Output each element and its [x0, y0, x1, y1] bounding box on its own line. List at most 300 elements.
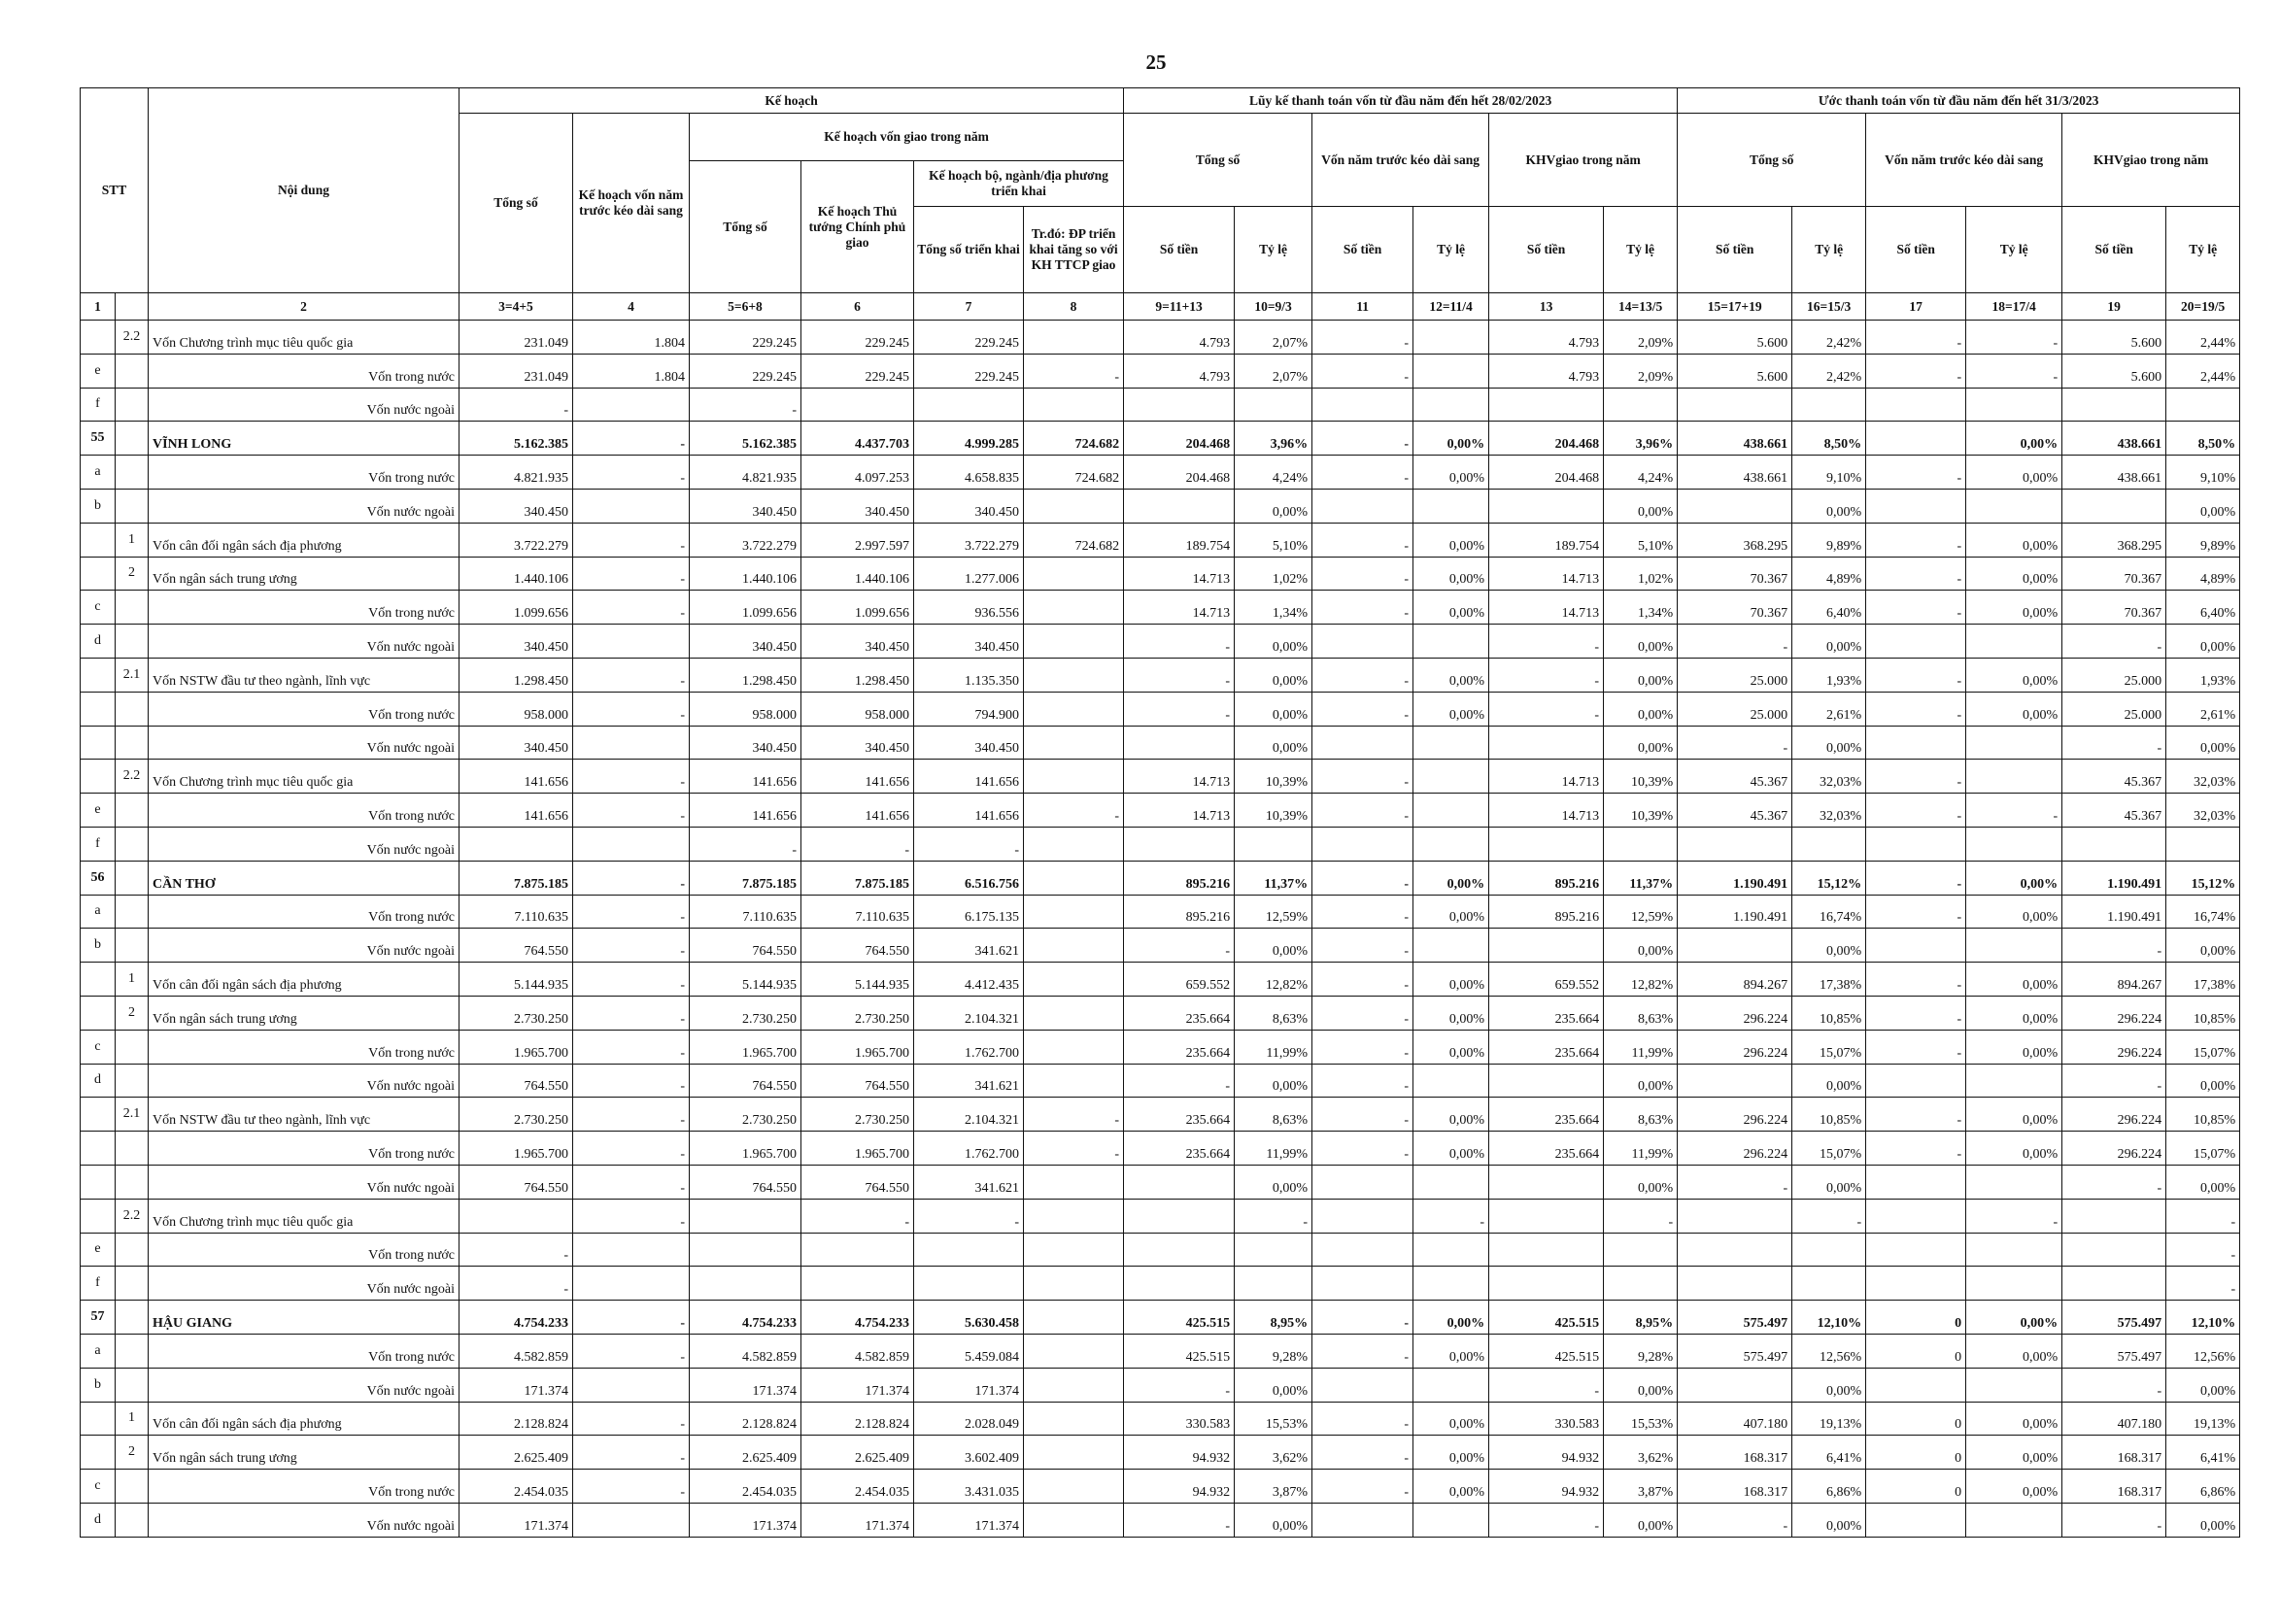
table-row [81, 794, 2240, 828]
value-cell: 2.454.035 [801, 1470, 914, 1504]
row-label: Vốn cân đối ngân sách địa phương [149, 1402, 459, 1436]
value-cell: 7.110.635 [801, 895, 914, 929]
value-cell [1413, 388, 1489, 422]
value-cell: 5.144.935 [801, 963, 914, 997]
value-cell: 0,00% [1235, 658, 1312, 692]
value-cell: 11,99% [1604, 1132, 1678, 1166]
value-cell: 0 [1866, 1334, 1966, 1368]
value-cell: 425.515 [1124, 1334, 1235, 1368]
value-cell: 14.713 [1489, 557, 1604, 591]
value-cell: - [1489, 692, 1604, 726]
table-row [81, 523, 2240, 557]
value-cell [573, 489, 690, 523]
value-cell: - [1866, 794, 1966, 828]
row-label: Vốn nước ngoài [149, 489, 459, 523]
value-cell: - [1312, 929, 1413, 963]
value-cell: 0,00% [1413, 1470, 1489, 1504]
index-cell: 20=19/5 [2166, 293, 2240, 321]
value-cell [914, 388, 1024, 422]
row-label: Vốn NSTW đầu tư theo ngành, lĩnh vực [149, 1098, 459, 1132]
value-cell: 15,53% [1604, 1402, 1678, 1436]
table-row [81, 827, 2240, 861]
value-cell: 9,10% [2166, 456, 2240, 490]
value-cell: 204.468 [1124, 422, 1235, 456]
value-cell [690, 1233, 801, 1267]
header-kh-bo-nganh: Kế hoạch bộ, ngành/địa phương triển khai [914, 161, 1124, 207]
row-sub-index [116, 1233, 149, 1267]
value-cell: 5.600 [1678, 321, 1792, 355]
value-cell: - [459, 1267, 573, 1301]
value-cell: 764.550 [690, 929, 801, 963]
row-label: Vốn cân đối ngân sách địa phương [149, 523, 459, 557]
value-cell: - [573, 1301, 690, 1335]
table-row [81, 388, 2240, 422]
table-row [81, 422, 2240, 456]
row-sub-index: 2.1 [116, 658, 149, 692]
value-cell: - [1866, 591, 1966, 625]
value-cell: 10,85% [2166, 996, 2240, 1030]
row-stt: 57 [81, 1301, 116, 1335]
value-cell: 296.224 [1678, 1030, 1792, 1064]
value-cell: 438.661 [2062, 422, 2166, 456]
value-cell: - [2166, 1233, 2240, 1267]
value-cell [2062, 388, 2166, 422]
value-cell: 14.713 [1124, 760, 1235, 794]
row-sub-index [116, 1301, 149, 1335]
value-cell [914, 1267, 1024, 1301]
value-cell: 2,42% [1792, 354, 1866, 388]
value-cell: 14.713 [1124, 794, 1235, 828]
value-cell: 5.600 [1678, 354, 1792, 388]
value-cell: - [1312, 1402, 1413, 1436]
value-cell: - [801, 827, 914, 861]
value-cell: - [1866, 523, 1966, 557]
value-cell [1678, 489, 1792, 523]
value-cell: 340.450 [690, 489, 801, 523]
row-label: Vốn nước ngoài [149, 625, 459, 659]
value-cell: - [573, 1334, 690, 1368]
value-cell: 5,10% [1604, 523, 1678, 557]
value-cell: 8,95% [1235, 1301, 1312, 1335]
value-cell: - [573, 760, 690, 794]
value-cell: - [1124, 692, 1235, 726]
table-row [81, 895, 2240, 929]
row-sub-index [116, 1132, 149, 1166]
value-cell: 1.965.700 [459, 1132, 573, 1166]
value-cell [1024, 1334, 1124, 1368]
value-cell: - [1312, 1334, 1413, 1368]
value-cell: 4.582.859 [459, 1334, 573, 1368]
row-label: Vốn trong nước [149, 1030, 459, 1064]
value-cell: 204.468 [1489, 422, 1604, 456]
value-cell: 2.128.824 [459, 1402, 573, 1436]
value-cell: 438.661 [1678, 422, 1792, 456]
value-cell [1792, 827, 1866, 861]
table-row [81, 1368, 2240, 1402]
value-cell: 1.135.350 [914, 658, 1024, 692]
value-cell: 7.875.185 [459, 861, 573, 895]
value-cell: 368.295 [1678, 523, 1792, 557]
index-cell: 4 [573, 293, 690, 321]
value-cell [1966, 388, 2062, 422]
row-sub-index [116, 1334, 149, 1368]
row-stt: a [81, 895, 116, 929]
value-cell: 1.190.491 [1678, 895, 1792, 929]
value-cell: 724.682 [1024, 456, 1124, 490]
value-cell: 45.367 [2062, 760, 2166, 794]
value-cell: - [1489, 1503, 1604, 1537]
value-cell: - [1024, 1132, 1124, 1166]
row-label: Vốn cân đối ngân sách địa phương [149, 963, 459, 997]
value-cell: 0,00% [1413, 523, 1489, 557]
value-cell: 5.144.935 [690, 963, 801, 997]
value-cell: 764.550 [459, 1165, 573, 1199]
value-cell: 2,07% [1235, 321, 1312, 355]
value-cell: 2.454.035 [459, 1470, 573, 1504]
row-stt [81, 523, 116, 557]
row-sub-index [116, 625, 149, 659]
value-cell: - [1678, 1165, 1792, 1199]
value-cell [1413, 827, 1489, 861]
value-cell: - [573, 1030, 690, 1064]
value-cell: 1,93% [2166, 658, 2240, 692]
value-cell: - [1966, 794, 2062, 828]
value-cell: 0 [1866, 1436, 1966, 1470]
value-cell: - [573, 1098, 690, 1132]
value-cell: 70.367 [1678, 591, 1792, 625]
value-cell: 171.374 [914, 1503, 1024, 1537]
value-cell: - [801, 1199, 914, 1233]
value-cell [573, 1503, 690, 1537]
row-sub-index [116, 1368, 149, 1402]
value-cell: 4,24% [1235, 456, 1312, 490]
value-cell: - [2062, 625, 2166, 659]
value-cell: - [1966, 354, 2062, 388]
value-cell: 3.722.279 [690, 523, 801, 557]
value-cell: 296.224 [2062, 1030, 2166, 1064]
value-cell [1489, 489, 1604, 523]
value-cell: 2.028.049 [914, 1402, 1024, 1436]
value-cell: - [914, 1199, 1024, 1233]
value-cell: 0,00% [2166, 929, 2240, 963]
value-cell [1024, 1267, 1124, 1301]
table-row [81, 861, 2240, 895]
row-label: Vốn nước ngoài [149, 1503, 459, 1537]
row-label: Vốn nước ngoài [149, 1368, 459, 1402]
value-cell: - [1312, 760, 1413, 794]
capital-disbursement-table [80, 87, 2240, 1538]
value-cell: 10,39% [1604, 794, 1678, 828]
value-cell: - [573, 1402, 690, 1436]
row-label: Vốn Chương trình mục tiêu quốc gia [149, 760, 459, 794]
value-cell: 45.367 [1678, 794, 1792, 828]
value-cell: 25.000 [2062, 658, 2166, 692]
row-sub-index: 2.1 [116, 1098, 149, 1132]
value-cell: - [573, 1470, 690, 1504]
column-index-row [81, 293, 2240, 321]
value-cell: - [573, 1199, 690, 1233]
value-cell: 4.097.253 [801, 456, 914, 490]
index-cell: 12=11/4 [1413, 293, 1489, 321]
table-row [81, 760, 2240, 794]
index-cell: 17 [1866, 293, 1966, 321]
value-cell: 0,00% [1604, 1503, 1678, 1537]
value-cell: 171.374 [459, 1368, 573, 1402]
value-cell: 0,00% [2166, 625, 2240, 659]
value-cell [1966, 1503, 2062, 1537]
value-cell: 168.317 [1678, 1470, 1792, 1504]
value-cell: 341.621 [914, 1165, 1024, 1199]
value-cell [1489, 726, 1604, 760]
value-cell [1024, 895, 1124, 929]
header-khv-giao-trong-nam: Kế hoạch vốn giao trong năm [690, 114, 1124, 161]
value-cell [1866, 489, 1966, 523]
value-cell: - [1124, 1064, 1235, 1098]
value-cell: - [573, 1436, 690, 1470]
value-cell [1312, 1199, 1413, 1233]
value-cell: 3,87% [1235, 1470, 1312, 1504]
value-cell: 0,00% [1235, 1064, 1312, 1098]
value-cell: 0,00% [1413, 1132, 1489, 1166]
value-cell: 9,89% [1792, 523, 1866, 557]
value-cell: 958.000 [459, 692, 573, 726]
header-ut-von-nam-truoc: Vốn năm trước kéo dài sang [1866, 114, 2062, 207]
table-body [81, 321, 2240, 1538]
value-cell: 330.583 [1124, 1402, 1235, 1436]
value-cell: 0,00% [1966, 1470, 2062, 1504]
value-cell: - [573, 557, 690, 591]
value-cell [1866, 1199, 1966, 1233]
value-cell: 1.190.491 [2062, 895, 2166, 929]
value-cell: 0,00% [1413, 692, 1489, 726]
row-stt: d [81, 1503, 116, 1537]
value-cell: 171.374 [690, 1503, 801, 1537]
value-cell: 2.104.321 [914, 1098, 1024, 1132]
value-cell: 895.216 [1124, 861, 1235, 895]
value-cell: 340.450 [914, 489, 1024, 523]
value-cell: 6,41% [1792, 1436, 1866, 1470]
value-cell [1966, 1368, 2062, 1402]
value-cell [1413, 321, 1489, 355]
row-stt: f [81, 1267, 116, 1301]
value-cell: - [1024, 354, 1124, 388]
value-cell: 340.450 [801, 489, 914, 523]
value-cell: 0,00% [1413, 1098, 1489, 1132]
header-khv-nam-truoc: Kế hoạch vốn năm trước kéo dài sang [573, 114, 690, 293]
value-cell: 0,00% [1413, 658, 1489, 692]
row-stt [81, 1132, 116, 1166]
value-cell [573, 1233, 690, 1267]
table-row [81, 929, 2240, 963]
value-cell: 5.600 [2062, 354, 2166, 388]
index-cell: 19 [2062, 293, 2166, 321]
value-cell: 0,00% [1413, 422, 1489, 456]
value-cell: 1.965.700 [690, 1030, 801, 1064]
value-cell: - [1312, 456, 1413, 490]
value-cell: 0,00% [1413, 895, 1489, 929]
value-cell: - [1312, 963, 1413, 997]
value-cell [1024, 1165, 1124, 1199]
row-sub-index: 2.2 [116, 321, 149, 355]
value-cell: - [1866, 895, 1966, 929]
table-row [81, 1165, 2240, 1199]
value-cell: 2.730.250 [690, 1098, 801, 1132]
value-cell [573, 1267, 690, 1301]
row-label: Vốn trong nước [149, 1132, 459, 1166]
table-row [81, 625, 2240, 659]
value-cell: 4.754.233 [801, 1301, 914, 1335]
value-cell: - [1312, 422, 1413, 456]
value-cell: 25.000 [2062, 692, 2166, 726]
value-cell [1024, 929, 1124, 963]
value-cell: 4,89% [2166, 557, 2240, 591]
value-cell: 5.144.935 [459, 963, 573, 997]
value-cell: 204.468 [1124, 456, 1235, 490]
row-sub-index [116, 1165, 149, 1199]
value-cell [1024, 692, 1124, 726]
value-cell: - [1678, 625, 1792, 659]
value-cell: 7.875.185 [801, 861, 914, 895]
value-cell: 3,87% [1604, 1470, 1678, 1504]
value-cell: - [1312, 1132, 1413, 1166]
value-cell: - [690, 388, 801, 422]
value-cell: 1.298.450 [690, 658, 801, 692]
value-cell: 1,34% [1235, 591, 1312, 625]
row-stt: 55 [81, 422, 116, 456]
value-cell: 0,00% [1966, 523, 2062, 557]
value-cell: 895.216 [1124, 895, 1235, 929]
value-cell: 70.367 [2062, 591, 2166, 625]
value-cell: - [573, 692, 690, 726]
value-cell [1866, 1368, 1966, 1402]
value-cell: 4.582.859 [690, 1334, 801, 1368]
value-cell: 575.497 [2062, 1334, 2166, 1368]
value-cell [1866, 726, 1966, 760]
report-table-container [80, 87, 2239, 1538]
value-cell: - [573, 523, 690, 557]
value-cell: 0,00% [1966, 1334, 2062, 1368]
row-label: Vốn trong nước [149, 692, 459, 726]
value-cell: - [2062, 1503, 2166, 1537]
value-cell [1124, 1165, 1235, 1199]
value-cell: 14.713 [1489, 591, 1604, 625]
value-cell: - [1413, 1199, 1489, 1233]
value-cell: 4.754.233 [690, 1301, 801, 1335]
value-cell: 0,00% [1235, 929, 1312, 963]
value-cell: 0,00% [1966, 895, 2062, 929]
value-cell: - [1235, 1199, 1312, 1233]
value-cell: 94.932 [1124, 1436, 1235, 1470]
value-cell [1866, 1267, 1966, 1301]
value-cell [1235, 388, 1312, 422]
value-cell: 5.162.385 [459, 422, 573, 456]
value-cell: 724.682 [1024, 422, 1124, 456]
value-cell: 1.804 [573, 321, 690, 355]
value-cell: 764.550 [801, 929, 914, 963]
row-sub-index: 2.2 [116, 1199, 149, 1233]
value-cell [1124, 726, 1235, 760]
value-cell: - [2062, 1064, 2166, 1098]
value-cell: 2.730.250 [459, 1098, 573, 1132]
index-cell: 18=17/4 [1966, 293, 2062, 321]
value-cell: 724.682 [1024, 523, 1124, 557]
table-row [81, 1436, 2240, 1470]
value-cell: 141.656 [459, 794, 573, 828]
value-cell [1678, 1368, 1792, 1402]
value-cell: 12,10% [2166, 1301, 2240, 1335]
value-cell: 340.450 [459, 489, 573, 523]
value-cell: 19,13% [2166, 1402, 2240, 1436]
value-cell [1024, 1436, 1124, 1470]
value-cell: 0,00% [1792, 1503, 1866, 1537]
row-label: Vốn nước ngoài [149, 388, 459, 422]
value-cell: - [1792, 1199, 1866, 1233]
value-cell: 0,00% [1966, 1436, 2062, 1470]
value-cell: 2,44% [2166, 321, 2240, 355]
value-cell: 794.900 [914, 692, 1024, 726]
index-cell: 2 [149, 293, 459, 321]
value-cell [1604, 1233, 1678, 1267]
index-cell: 8 [1024, 293, 1124, 321]
value-cell [2062, 1233, 2166, 1267]
index-cell: 1 [81, 293, 116, 321]
value-cell [1792, 1267, 1866, 1301]
value-cell: 17,38% [2166, 963, 2240, 997]
value-cell: 0,00% [1413, 1436, 1489, 1470]
value-cell [1678, 388, 1792, 422]
value-cell: - [573, 1064, 690, 1098]
table-row [81, 1334, 2240, 1368]
value-cell: 8,50% [1792, 422, 1866, 456]
value-cell: 235.664 [1489, 1098, 1604, 1132]
value-cell: 407.180 [2062, 1402, 2166, 1436]
value-cell: 4.821.935 [459, 456, 573, 490]
value-cell: 340.450 [459, 726, 573, 760]
value-cell [1966, 827, 2062, 861]
value-cell: 575.497 [1678, 1301, 1792, 1335]
value-cell [1024, 388, 1124, 422]
value-cell: 3,96% [1235, 422, 1312, 456]
value-cell [1413, 1503, 1489, 1537]
value-cell: 7.110.635 [690, 895, 801, 929]
value-cell: 2,07% [1235, 354, 1312, 388]
index-cell: 16=15/3 [1792, 293, 1866, 321]
value-cell: 4.821.935 [690, 456, 801, 490]
value-cell: - [1312, 1098, 1413, 1132]
value-cell: - [1966, 1199, 2062, 1233]
value-cell: - [1866, 321, 1966, 355]
row-sub-index [116, 1064, 149, 1098]
value-cell: 171.374 [690, 1368, 801, 1402]
value-cell: - [1312, 523, 1413, 557]
header-ut-khv-giao: KHVgiao trong năm [2062, 114, 2240, 207]
value-cell: 3,62% [1235, 1436, 1312, 1470]
row-stt: c [81, 591, 116, 625]
value-cell: - [573, 1165, 690, 1199]
value-cell: 4.793 [1489, 321, 1604, 355]
value-cell: - [573, 794, 690, 828]
value-cell [1604, 388, 1678, 422]
value-cell: 0,00% [1792, 1064, 1866, 1098]
row-sub-index [116, 456, 149, 490]
row-sub-index: 2 [116, 557, 149, 591]
value-cell [1024, 658, 1124, 692]
table-row [81, 996, 2240, 1030]
value-cell: 4.658.835 [914, 456, 1024, 490]
value-cell: 1.804 [573, 354, 690, 388]
value-cell: - [1678, 726, 1792, 760]
header-so-tien: Số tiền [1489, 207, 1604, 293]
